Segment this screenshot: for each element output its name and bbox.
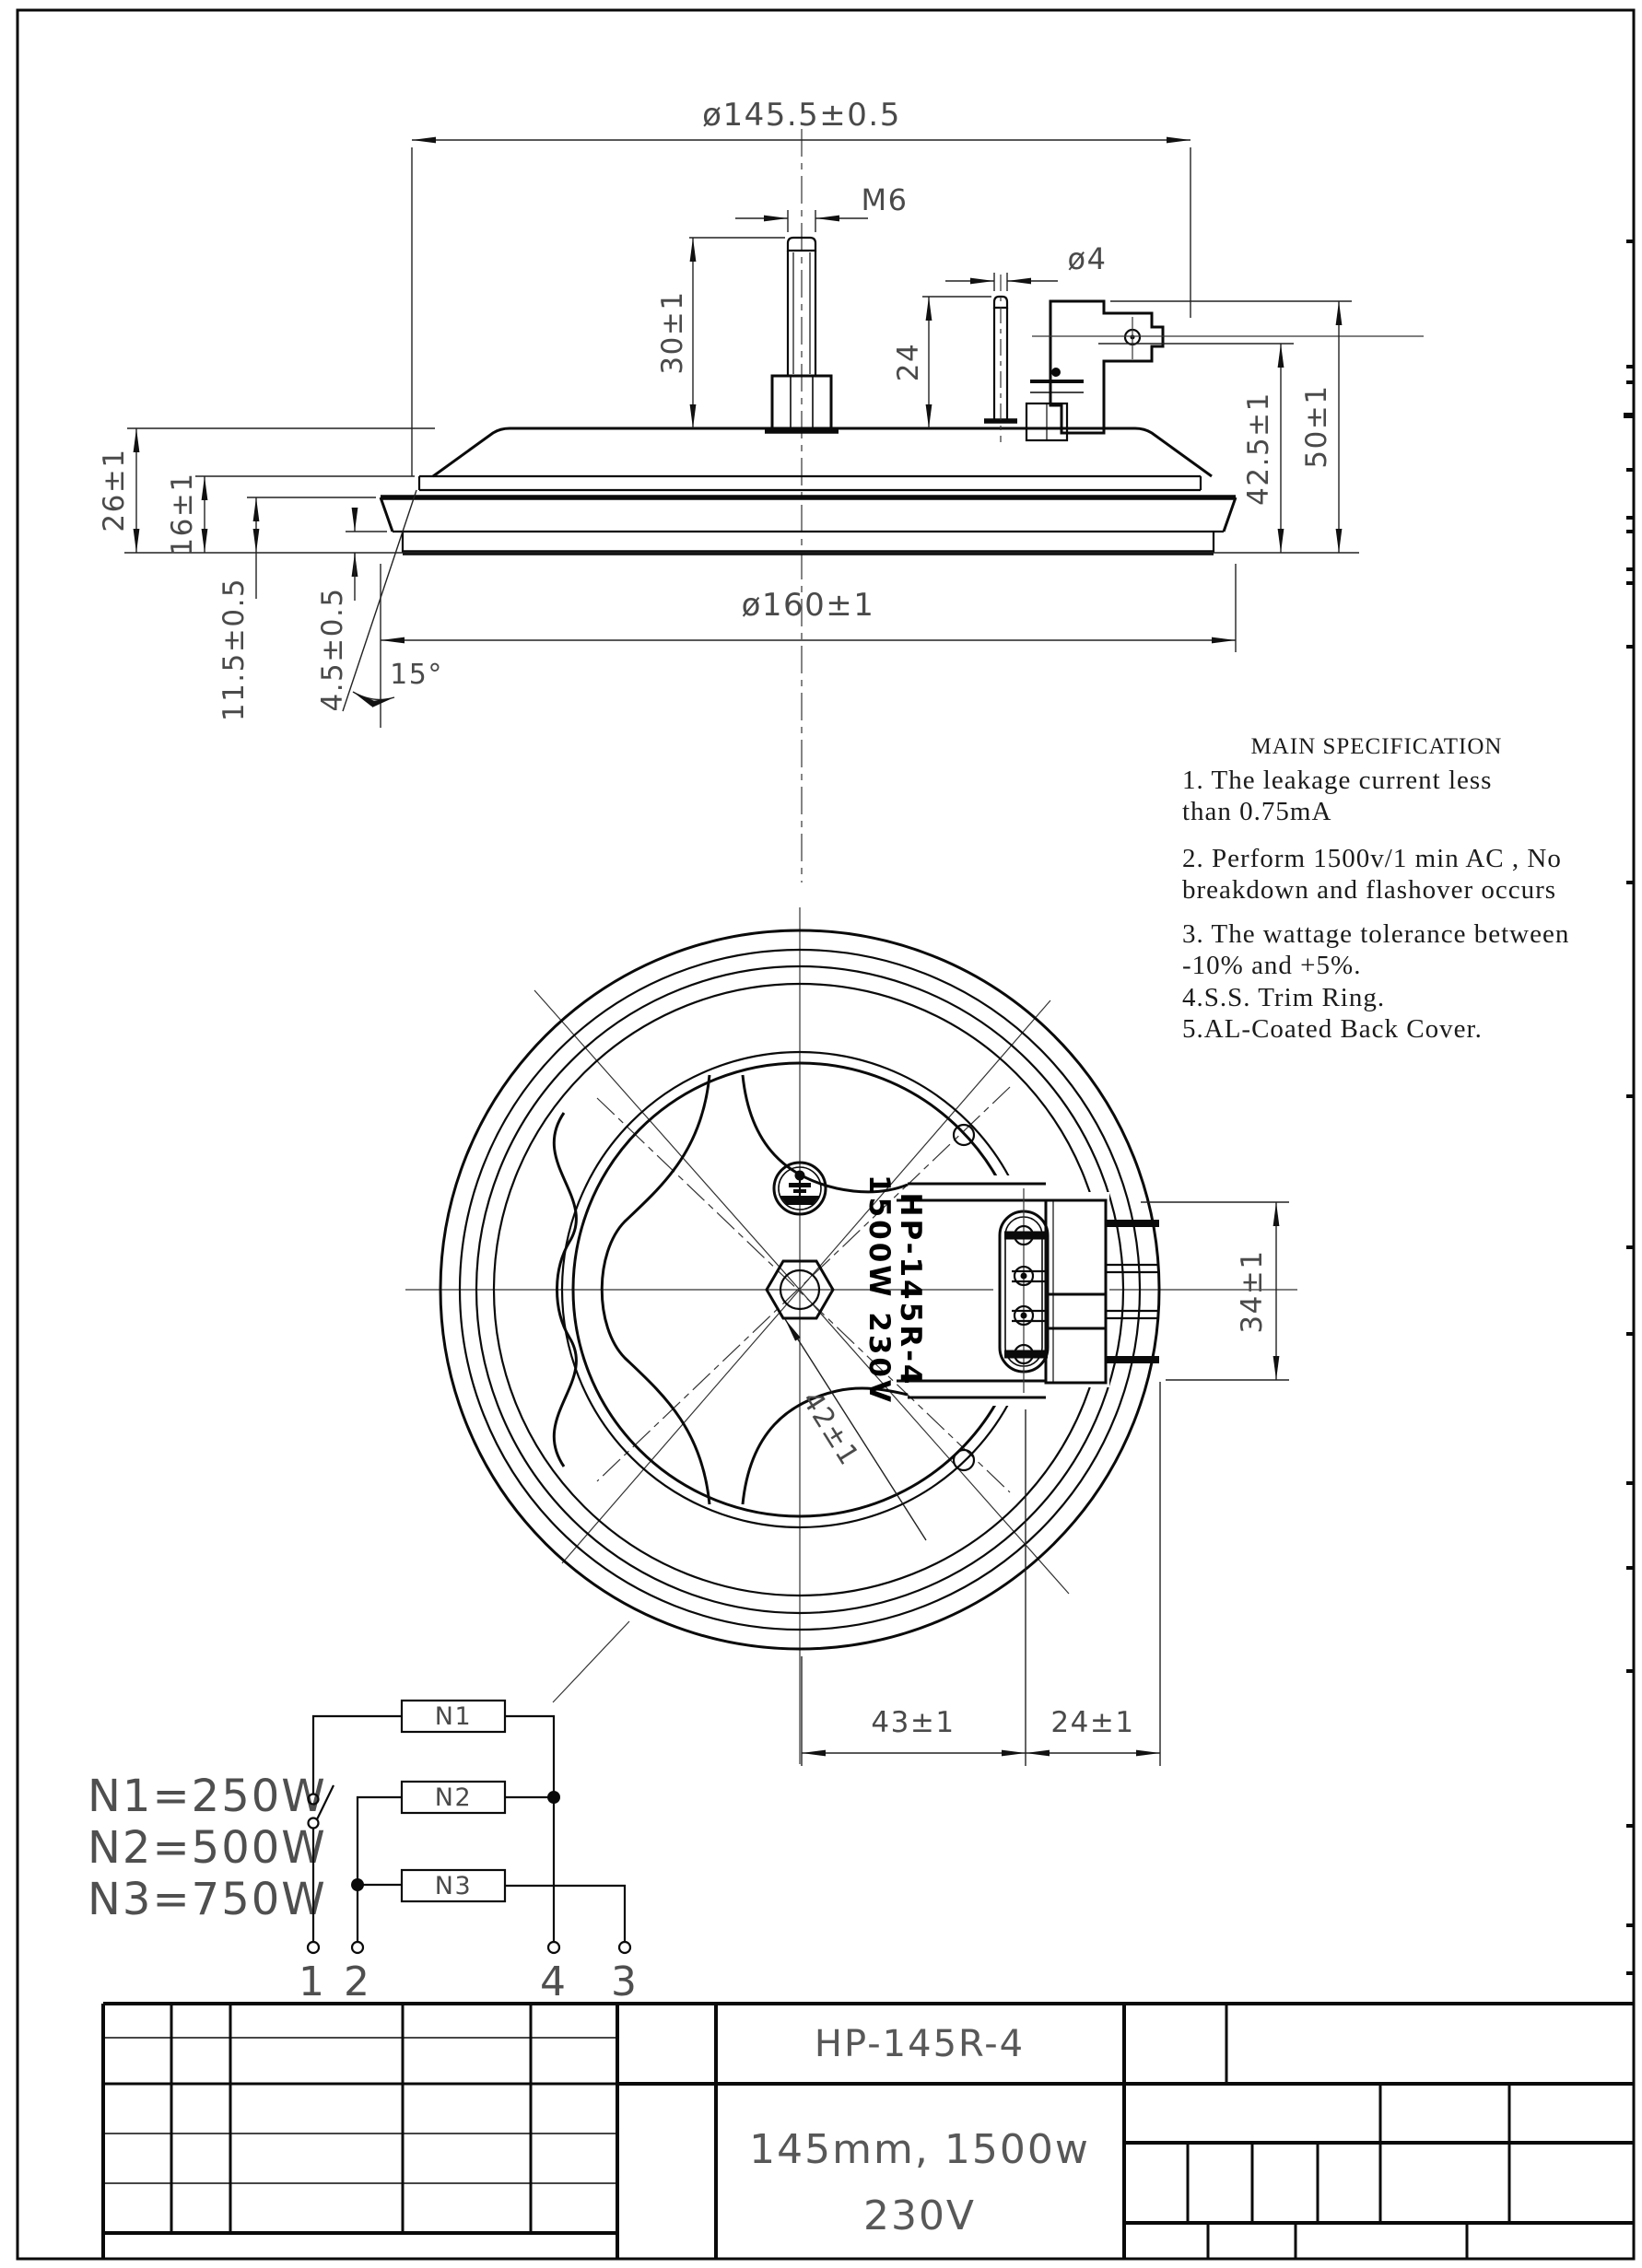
terminal-4: [548, 1942, 559, 1953]
dim-text-11-5: 11.5±0.5: [217, 577, 251, 722]
legend-n1: N1=250W: [88, 1771, 327, 1822]
dim-26: [98, 428, 136, 553]
spec-line: than 0.75mA: [1182, 797, 1332, 826]
dim-text-43: 43±1: [871, 1706, 956, 1739]
dim-text-24: 24: [892, 342, 925, 382]
terminal-bracket: [1026, 301, 1424, 440]
spec-line: 2. Perform 1500v/1 min AC , No: [1182, 844, 1562, 873]
resistor-label-n3: N3: [434, 1872, 473, 1900]
dim-11-5: [217, 497, 256, 721]
dim-text-4-5: 4.5±0.5: [316, 587, 349, 712]
plate-dome: [433, 428, 1212, 476]
pin-o4: [984, 275, 1017, 442]
dim-text-30: 30±1: [656, 290, 689, 375]
dim-text-34: 34±1: [1236, 1249, 1269, 1334]
terminal-label-4: 4: [540, 1958, 568, 2005]
dim-text-dia-top: ø145.5±0.5: [702, 97, 901, 134]
circuit-diagram: [88, 1701, 639, 2005]
dim-angle-15: [343, 490, 443, 711]
titleblock-desc2: 230V: [862, 2192, 977, 2239]
dim-m6: [735, 182, 908, 232]
terminal-2: [352, 1942, 363, 1953]
dim-text-15deg: 15°: [390, 659, 443, 691]
spec-line: breakdown and flashover occurs: [1182, 875, 1557, 905]
dim-text-o4: ø4: [1067, 241, 1108, 276]
resistor-label-n2: N2: [434, 1783, 473, 1812]
dim-50: [1110, 301, 1352, 553]
spec-line: 5.AL-Coated Back Cover.: [1182, 1014, 1483, 1044]
terminal-1: [308, 1942, 319, 1953]
terminal-label-1: 1: [299, 1958, 326, 2005]
circuit-wires: [313, 1716, 625, 1942]
dim-34: [1141, 1202, 1289, 1380]
terminal-3: [619, 1942, 630, 1953]
dim-text-dia-base: ø160±1: [741, 587, 875, 624]
dim-text-42-5: 42.5±1: [1242, 392, 1275, 506]
spec-title: MAIN SPECIFICATION: [1250, 734, 1503, 759]
dim-o4: [945, 241, 1107, 291]
dim-text-42: 42±1: [794, 1385, 866, 1472]
dim-42-5: [1098, 344, 1294, 553]
dim-text-26: 26±1: [98, 448, 131, 532]
front-view: [405, 907, 1297, 1766]
spec-line: 3. The wattage tolerance between: [1182, 919, 1570, 949]
terminal-label-3: 3: [611, 1958, 639, 2005]
dim-4-5: [316, 512, 355, 712]
dim-text-50: 50±1: [1300, 384, 1333, 469]
terminal-label-2: 2: [344, 1958, 371, 2005]
junction-dot: [351, 1878, 364, 1891]
mounting-hole: [954, 1450, 974, 1470]
resistor-label-n1: N1: [434, 1702, 473, 1731]
plate-label-rating: 1500W 230V: [862, 1175, 896, 1405]
dim-text-m6: M6: [861, 182, 909, 217]
dim-text-24w: 24±1: [1050, 1706, 1135, 1739]
legend-n2: N2=500W: [88, 1822, 327, 1874]
titleblock-model: HP-145R-4: [814, 2023, 1026, 2065]
spec-line: 4.S.S. Trim Ring.: [1182, 983, 1386, 1012]
junction-dot: [547, 1791, 560, 1804]
spec-line: -10% and +5%.: [1182, 951, 1362, 980]
legend-n3: N3=750W: [88, 1874, 327, 1925]
titleblock-desc1: 145mm, 1500w: [749, 2126, 1090, 2173]
dim-16: [166, 472, 205, 555]
dim-pin-height: [892, 297, 991, 428]
spec-line: 1. The leakage current less: [1182, 766, 1493, 795]
dim-base-diameter: [381, 564, 1236, 728]
dim-stud-height: [656, 238, 785, 428]
title-block: [103, 2004, 1634, 2259]
edge-ticks: [1624, 240, 1634, 1975]
dim-text-16: 16±1: [166, 472, 199, 556]
spec-block: [1182, 734, 1569, 1044]
plate-label-model: HP-145R-4: [894, 1192, 927, 1387]
